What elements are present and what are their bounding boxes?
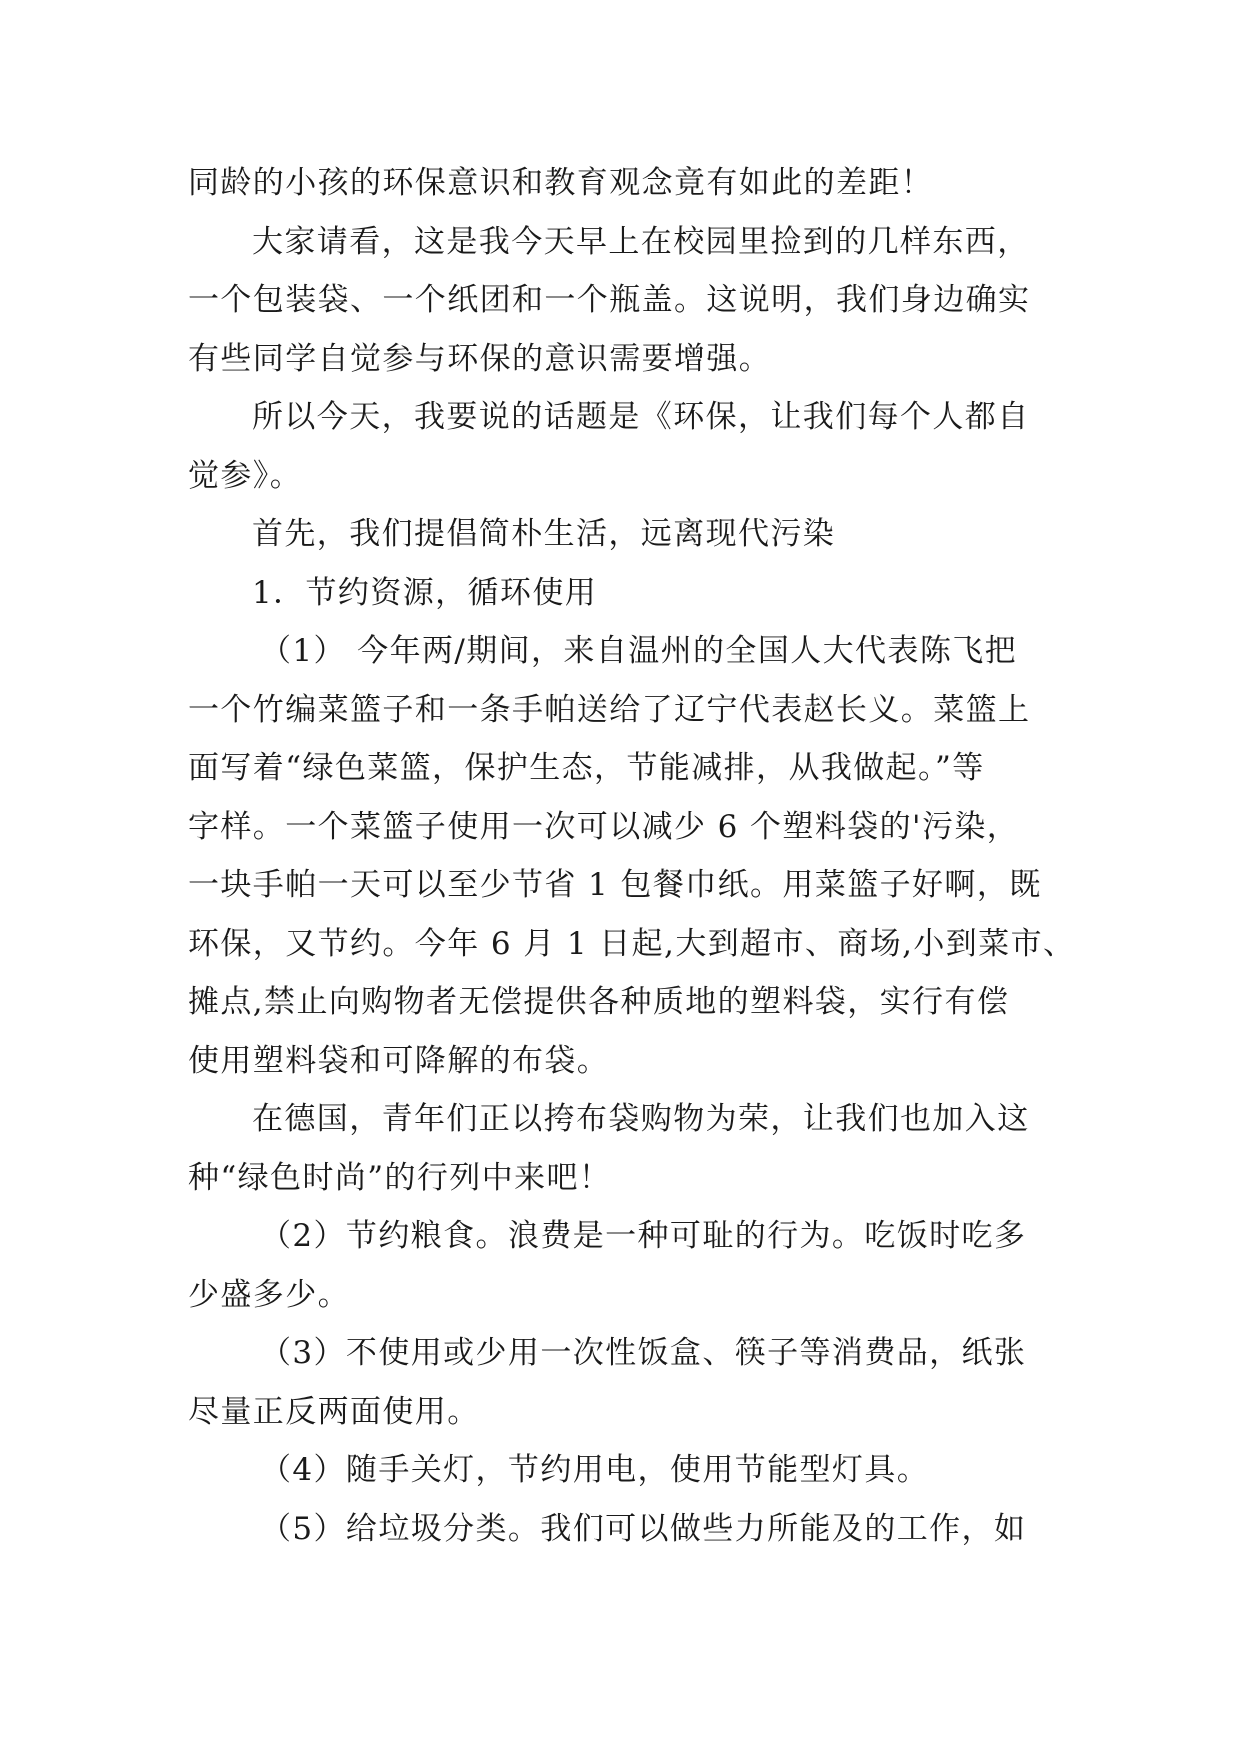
text-line: （4）随手关灯，节约用电，使用节能型灯具。 bbox=[260, 1452, 930, 1488]
text-line: （1） 今年两/期间，来自温州的全国人大代表陈飞把 bbox=[260, 633, 1018, 669]
text-line: 觉参》。 bbox=[188, 457, 303, 494]
text-line: 字样。一个菜篮子使用一次可以减少 6 个塑料袋的'污染， bbox=[188, 808, 1020, 845]
text-line: 有些同学自觉参与环保的意识需要增强。 bbox=[188, 340, 772, 377]
document-body bbox=[188, 154, 1076, 1558]
text-line: （3）不使用或少用一次性饭盒、筷子等消费品，纸张 bbox=[260, 1335, 1027, 1371]
text-line: 大家请看，这是我今天早上在校园里捡到的几样东西， bbox=[252, 223, 1030, 260]
text-line: 环保，又节约。今年 6 月 1 日起,大到超市、商场,小到菜市、 bbox=[188, 925, 1076, 962]
text-line: 所以今天，我要说的话题是《环保，让我们每个人都自 bbox=[252, 399, 1030, 435]
text-line: 使用塑料袋和可降解的布袋。 bbox=[188, 1042, 610, 1079]
text-line: （5）给垃圾分类。我们可以做些力所能及的工作，如 bbox=[260, 1510, 1027, 1547]
text-line: 面写着“绿色菜篮，保护生态，节能减排，从我做起。”等 bbox=[188, 750, 985, 786]
text-line: 少盛多少。 bbox=[188, 1276, 350, 1313]
text-line: （2）节约粮食。浪费是一种可耻的行为。吃饭时吃多 bbox=[260, 1218, 1027, 1254]
text-line: 1．节约资源，循环使用 bbox=[252, 574, 598, 611]
text-line: 一块手帕一天可以至少节省 1 包餐巾纸。用菜篮子好啊，既 bbox=[188, 867, 1042, 903]
text-line: 一个包装袋、一个纸团和一个瓶盖。这说明，我们身边确实 bbox=[188, 282, 1031, 318]
text-line: 尽量正反两面使用。 bbox=[188, 1393, 480, 1430]
text-line: 同龄的小孩的环保意识和教育观念竟有如此的差距！ bbox=[188, 165, 934, 201]
text-line: 一个竹编菜篮子和一条手帕送给了辽宁代表赵长义。菜篮上 bbox=[188, 691, 1031, 728]
text-line: 在德国，青年们正以挎布袋购物为荣，让我们也加入这 bbox=[252, 1101, 1030, 1137]
text-line: 首先，我们提倡简朴生活，远离现代污染 bbox=[252, 516, 836, 552]
text-line: 摊点,禁止向购物者无偿提供各种质地的塑料袋，实行有偿 bbox=[188, 984, 1010, 1020]
text-line: 种“绿色时尚”的行列中来吧！ bbox=[188, 1159, 612, 1196]
